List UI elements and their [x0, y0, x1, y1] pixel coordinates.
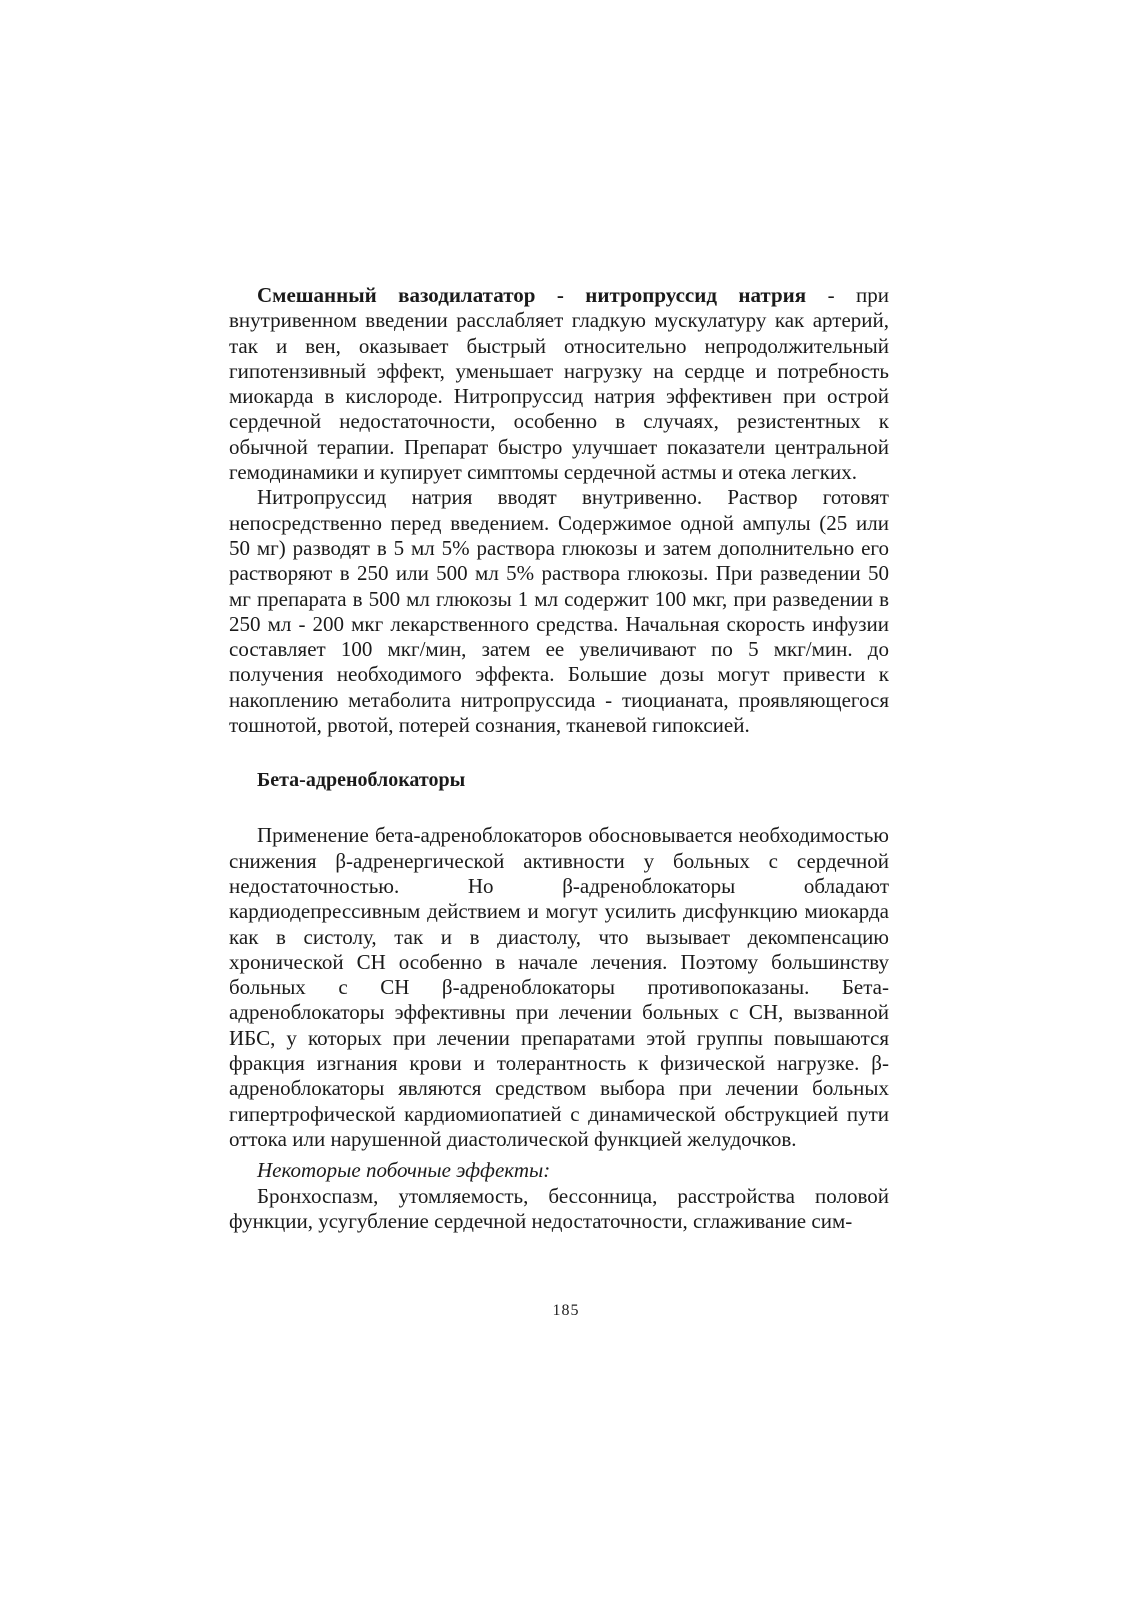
- paragraph-vasodilator-text: - при внутривенном введении расслабляет гладкую мускулатуру как артерий, так и вен, оказывает быстрый относительно непродолжительный гипотензивный эффект, уменьшает нагрузку на сердце и потребность миокарда в кислороде. Нитропруссид натрия эффективен при острой сердечной недостаточности, особенно в случаях, резистентных к обычной терапии. Препарат быстро улучшает показатели центральной гемодинамики и купирует симптомы сердечной астмы и отека легких.: [229, 283, 889, 485]
- section-heading-beta-blockers: Бета-адреноблокаторы: [257, 769, 466, 792]
- paragraph-side-effects: Бронхоспазм, утомляемость, бессонница, расстройства половой функции, усугубление сердечной недостаточности, сглаживание сим-: [229, 1183, 889, 1233]
- page-body: [229, 283, 889, 1234]
- paragraph-administration: Нитропруссид натрия вводят внутривенно. Раствор готовят непосредственно перед введением. Содержимое одной ампулы (25 или 50 мг) разводят в 5 мл 5% раствора глюкозы и затем дополнительно его растворяют в 250 или 500 мл 5% раствора глюкозы. При разведении 50 мг препарата в 500 мл глюкозы 1 мл содержит 100 мкг, при разведении в 250 мл - 200 мкг лекарственного средства. Начальная скорость инфузии составляет 100 мкг/мин, затем ее увеличивают по 5 мкг/мин. до получения необходимого эффекта. Большие дозы могут привести к накоплению метаболита нитропруссида - тиоцианата, проявляющегося тошнотой, рвотой, потерей сознания, тканевой гипоксией.: [229, 485, 889, 738]
- paragraph-lead-term: Смешанный вазодилататор - нитропруссид натрия: [257, 283, 807, 307]
- paragraph-vasodilator: [229, 283, 889, 485]
- side-effects-label: Некоторые побочные эффекты:: [257, 1158, 551, 1183]
- paragraph-beta-blockers: Применение бета-адреноблокаторов обосновывается необходимостью снижения β-адренергической активности у больных с сердечной недостаточностью. Но β-адреноблокаторы обладают кардиодепрессивным действием и могут усилить дисфункцию миокарда как в систолу, так и в диастолу, что вызывает декомпенсацию хронической СН особенно в начале лечения. Поэтому большинству больных с СН β-адреноблокаторы противопоказаны. Бета-адреноблокаторы эффективны при лечении больных с СН, вызванной ИБС, у которых при лечении препаратами этой группы повышаются фракция изгнания крови и толерантность к физической нагрузке. β-адреноблокаторы являются средством выбора при лечении больных гипертрофической кардиомиопатией с динамической обструкцией пути оттока или нарушенной диастолической функцией желудочков.: [229, 823, 889, 1151]
- page-number: 185: [552, 1302, 580, 1319]
